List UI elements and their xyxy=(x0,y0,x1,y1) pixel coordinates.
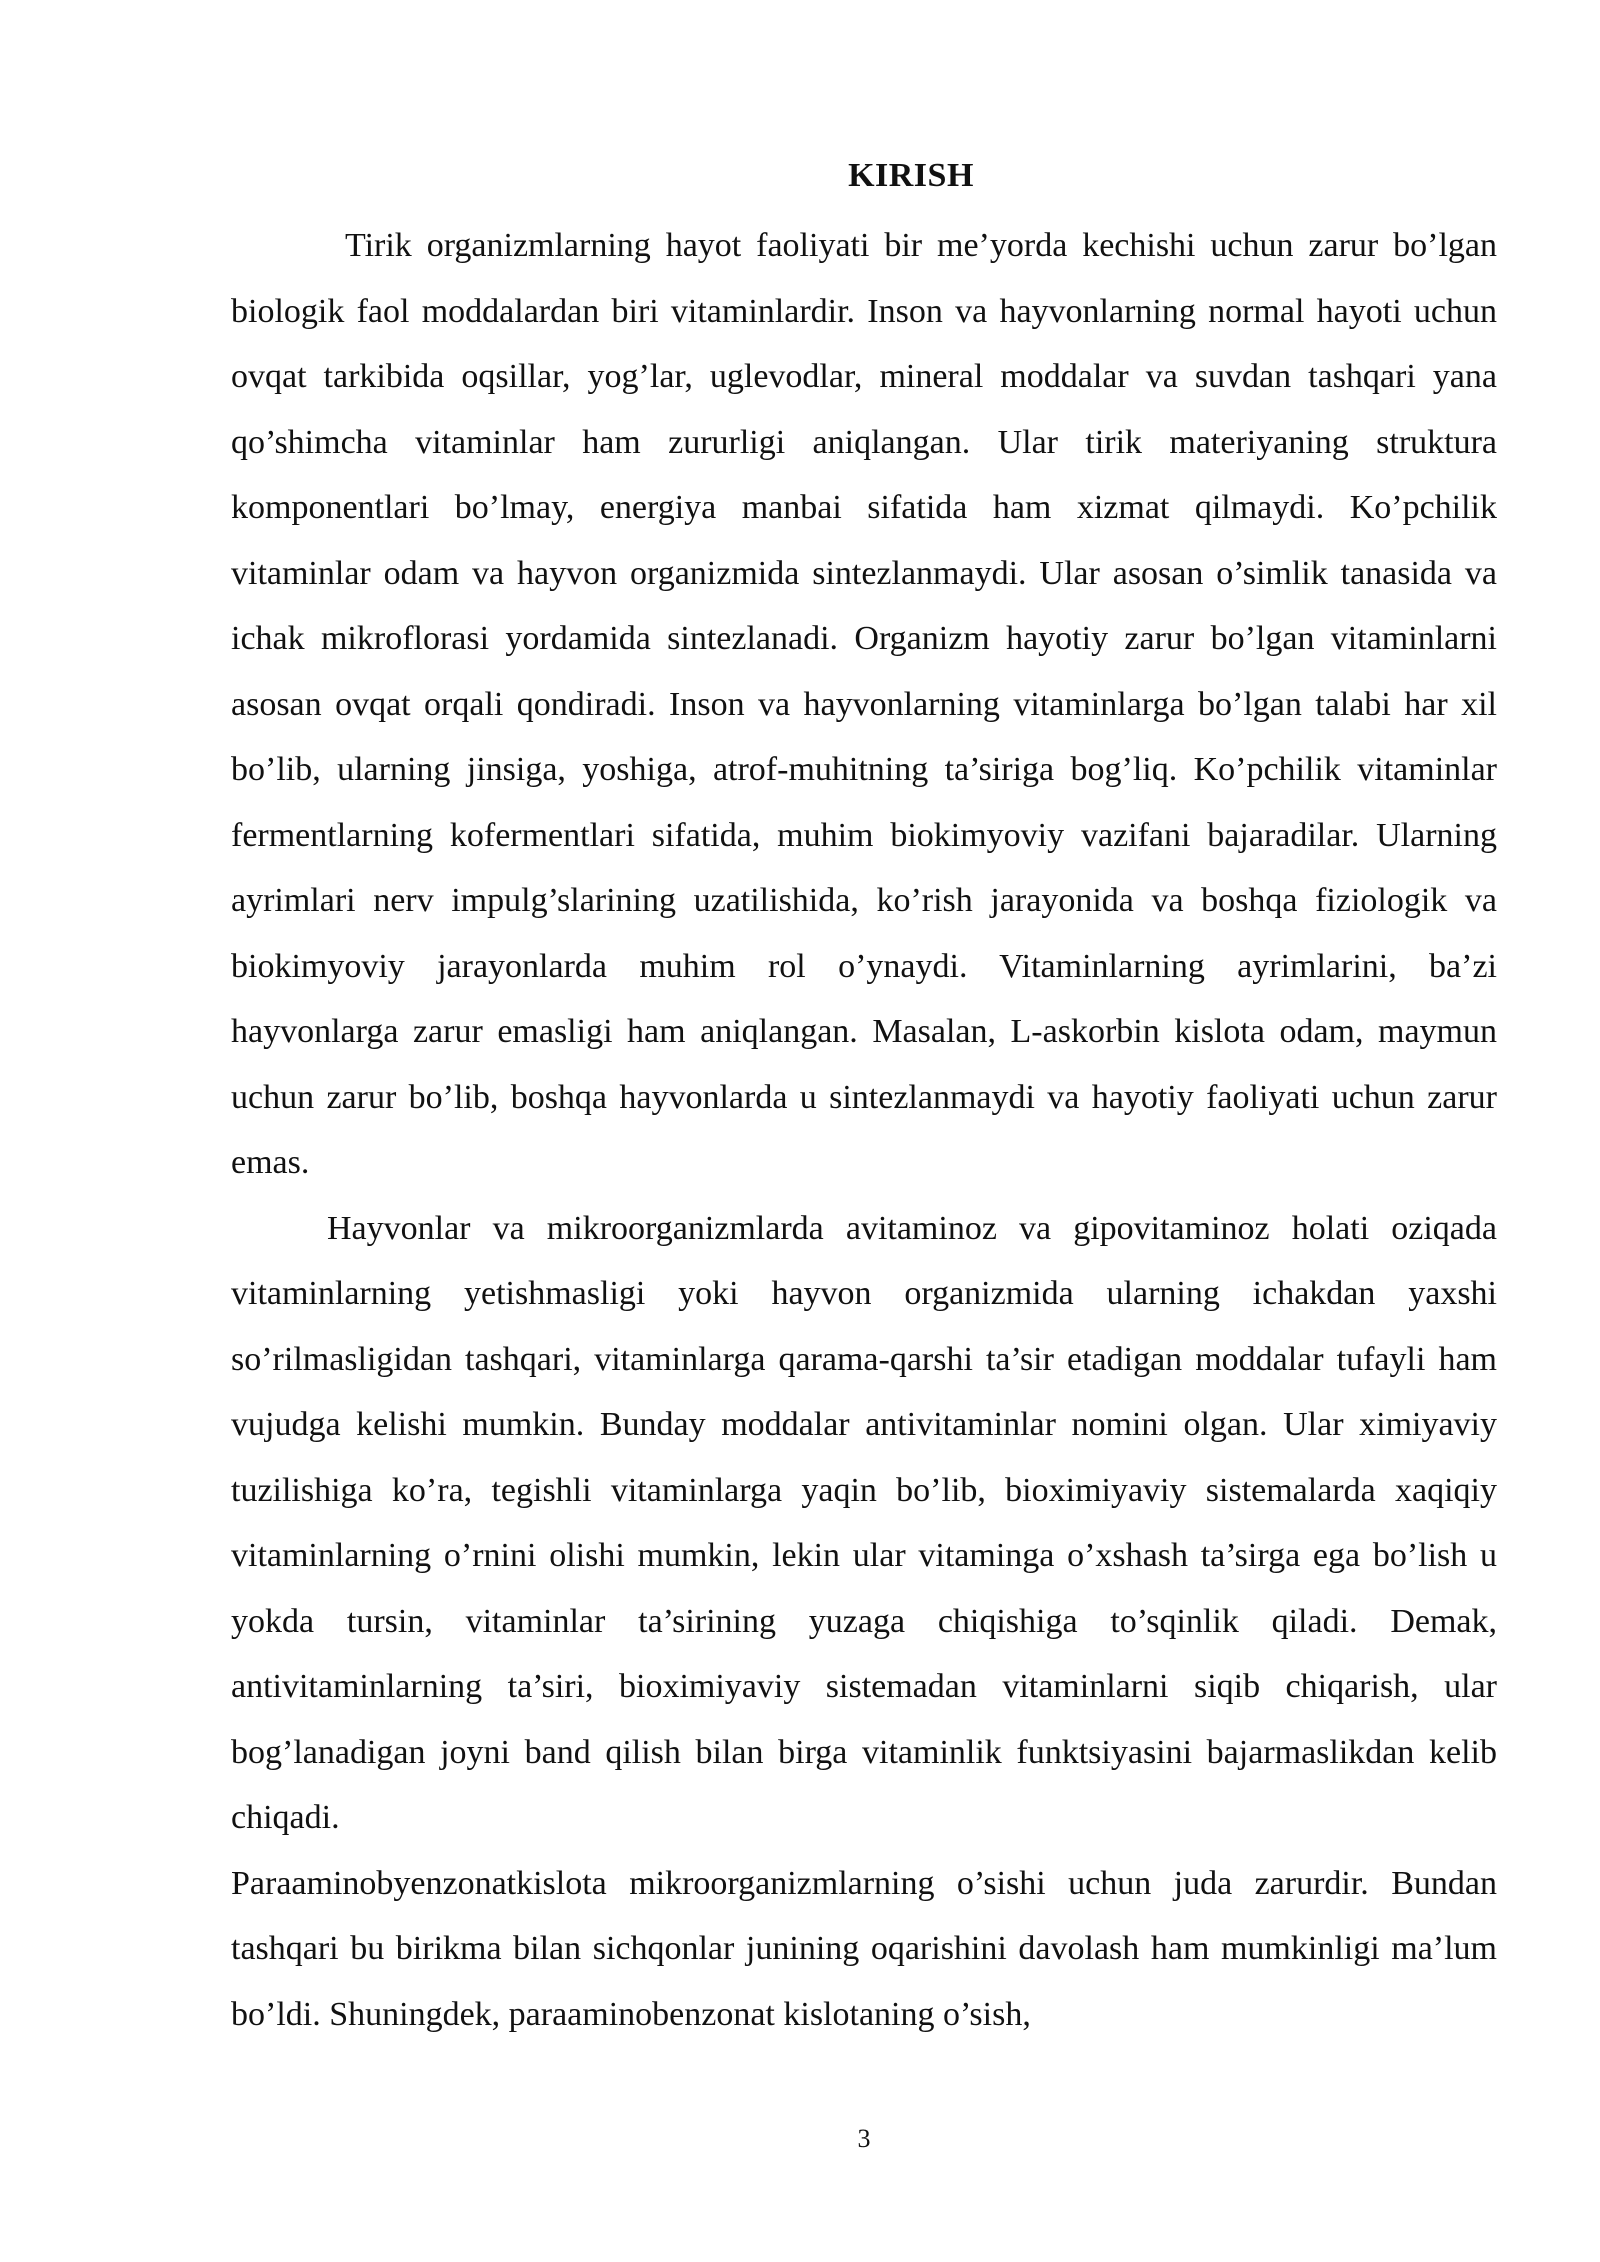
page-number: 3 xyxy=(857,2124,871,2153)
paragraph-1: Tirik organizmlarning hayot faoliyati bir me’yorda kechishi uchun zarur bo’lgan biologik faol moddalardan biri vitaminlardir. Inson va hayvonlarning normal hayoti uchun ovqat tarkibida oqsillar, yog’lar, uglevodlar, mineral moddalar va suvdan tashqari yana qo’shimcha vitaminlar ham zururligi aniqlangan. Ular tirik materiyaning struktura komponentlari bo’lmay, energiya manbai sifatida ham xizmat qilmaydi. Ko’pchilik vitaminlar odam va hayvon organizmida sintezlanmaydi. Ular asosan o’simlik tanasida va ichak mikroflorasi yordamida sintezlanadi. Organizm hayotiy zarur bo’lgan vitaminlarni asosan ovqat orqali qondiradi. Inson va hayvonlarning vitaminlarga bo’lgan talabi har xil bo’lib, ularning jinsiga, yoshiga, atrof-muhitning ta’siriga bog’liq. Ko’pchilik vitaminlar fermentlarning kofermentlari sifatida, muhim biokimyoviy vazifani bajaradilar. Ularning ayrimlari nerv impulg’slarining uzatilishida, ko’rish jarayonida va boshqa fiziologik va biokimyoviy jarayonlarda muhim rol o’ynaydi. Vitaminlarning ayrimlarini, ba’zi hayvonlarga zarur emasligi ham aniqlangan. Masalan, L-askorbin kislota odam, maymun uchun zarur bo’lib, boshqa hayvonlarda u sintezlanmaydi va hayotiy faoliyati uchun zarur emas. xyxy=(231,227,1497,1181)
document-body xyxy=(231,148,1497,2047)
paragraph-2: Hayvonlar va mikroorganizmlarda avitaminoz va gipovitaminoz holati oziqada vitaminlarning yetishmasligi yoki hayvon organizmida ularning ichakdan yaxshi so’rilmasligidan tashqari, vitaminlarga qarama-qarshi ta’sir etadigan moddalar tufayli ham vujudga kelishi mumkin. Bunday moddalar antivitaminlar nomini olgan. Ular ximiyaviy tuzilishiga ko’ra, tegishli vitaminlarga yaqin bo’lib, bioximiyaviy sistemalarda xaqiqiy vitaminlarning o’rnini olishi mumkin, lekin ular vitaminga o’xshash ta’sirga ega bo’lish u yokda tursin, vitaminlar ta’sirining yuzaga chiqishiga to’sqinlik qiladi. Demak, antivitaminlarning ta’siri, bioximiyaviy sistemadan vitaminlarni siqib chiqarish, ular bog’lanadigan joyni band qilish bilan birga vitaminlik funktsiyasini bajarmaslikdan kelib chiqadi. xyxy=(231,1209,1497,1836)
paragraph-3: Paraaminobyenzonatkislota mikroorganizmlarning o’sishi uchun juda zarurdir. Bundan tashqari bu birikma bilan sichqonlar junining oqarishini davolash ham mumkinligi ma’lum bo’ldi. Shuningdek, paraaminobenzonat kislotaning o’sish, xyxy=(231,1864,1497,2033)
page-title: KIRISH xyxy=(848,157,974,194)
